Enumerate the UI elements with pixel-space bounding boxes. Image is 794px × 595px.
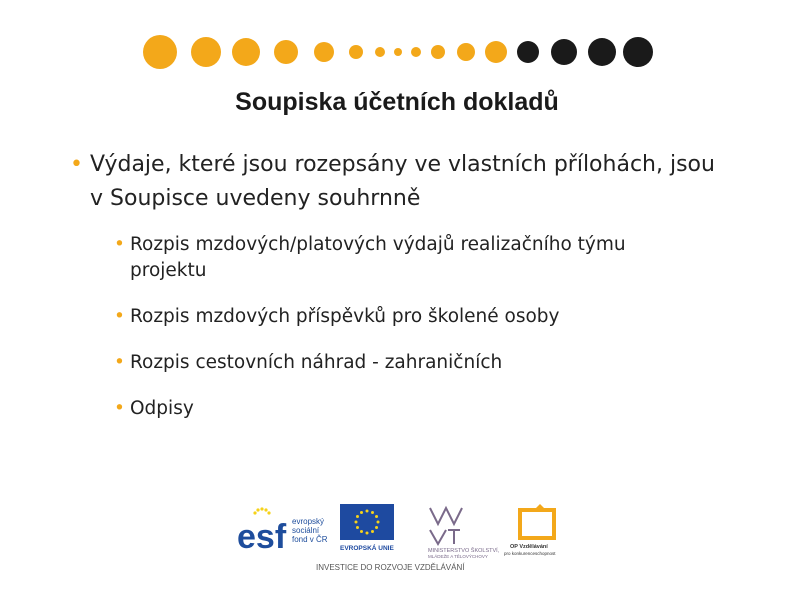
decorative-dot: [431, 45, 445, 59]
eu-flag-logo: [340, 504, 394, 552]
decorative-dot: [457, 43, 475, 61]
svg-text:MLÁDEŽE A TĚLOVÝCHOVY: MLÁDEŽE A TĚLOVÝCHOVY: [428, 554, 488, 559]
funding-logos-banner: [234, 500, 574, 575]
funding-tagline: INVESTICE DO ROZVOJE VZDĚLÁVÁNÍ: [316, 563, 465, 572]
decorative-dot: [143, 35, 177, 69]
decorative-dot: [411, 47, 421, 57]
sub-bullet-item: • Rozpis mzdových/platových výdajů realizačního týmu projektu: [114, 232, 690, 284]
sub-bullet-item: • Rozpis mzdových příspěvků pro školené osoby: [114, 304, 730, 330]
eu-star-icon: [377, 521, 380, 524]
decorative-dot: [517, 41, 539, 63]
decorative-dot: [588, 38, 616, 66]
svg-text:EVROPSKÁ UNIE: EVROPSKÁ UNIE: [340, 545, 394, 552]
decorative-dot: [485, 41, 507, 63]
eu-star-icon: [355, 521, 358, 524]
svg-text:esf: esf: [237, 518, 287, 556]
eu-star-icon: [366, 532, 369, 535]
svg-text:sociální: sociální: [292, 526, 320, 535]
slide-title: Soupiska účetních dokladů: [235, 88, 559, 116]
decorative-dot: [274, 40, 298, 64]
decorative-dot: [349, 45, 363, 59]
decorative-dot: [375, 47, 385, 57]
sub-bullet-item: • Rozpis cestovních náhrad - zahraničních: [114, 350, 730, 376]
decorative-dot: [232, 38, 260, 66]
eu-star-icon: [366, 510, 369, 513]
svg-text:pro konkurenceschopnost: pro konkurenceschopnost: [504, 551, 556, 556]
decorative-dot: [551, 39, 577, 65]
eu-star-icon: [371, 511, 374, 514]
msmt-logo: [428, 508, 500, 559]
eu-star-icon: [360, 511, 363, 514]
svg-text:OP Vzdělávání: OP Vzdělávání: [510, 544, 548, 550]
svg-text:evropský: evropský: [292, 517, 325, 526]
decorative-dot: [314, 42, 334, 62]
svg-text:fond v ČR: fond v ČR: [292, 535, 328, 544]
eu-star-icon: [360, 530, 363, 533]
decorative-dot-row: [140, 30, 660, 74]
decorative-dot: [623, 37, 653, 67]
eu-star-icon: [356, 515, 359, 518]
eu-star-icon: [375, 515, 378, 518]
bullet-item: • Výdaje, které jsou rozepsány ve vlastních přílohách, jsou v Soupisce uvedeny souhrnně: [70, 148, 730, 216]
decorative-dot: [394, 48, 402, 56]
bullet-list: [70, 148, 730, 422]
sub-bullet-item: • Odpisy: [114, 396, 730, 422]
eu-star-icon: [375, 526, 378, 529]
esf-logo: [236, 506, 328, 556]
eu-star-icon: [371, 530, 374, 533]
eu-star-icon: [356, 526, 359, 529]
svg-text:MINISTERSTVO ŠKOLSTVÍ,: MINISTERSTVO ŠKOLSTVÍ,: [428, 548, 500, 554]
funding-logos-svg: [234, 500, 574, 575]
op-vk-logo: [504, 504, 556, 556]
decorative-dot: [191, 37, 221, 67]
